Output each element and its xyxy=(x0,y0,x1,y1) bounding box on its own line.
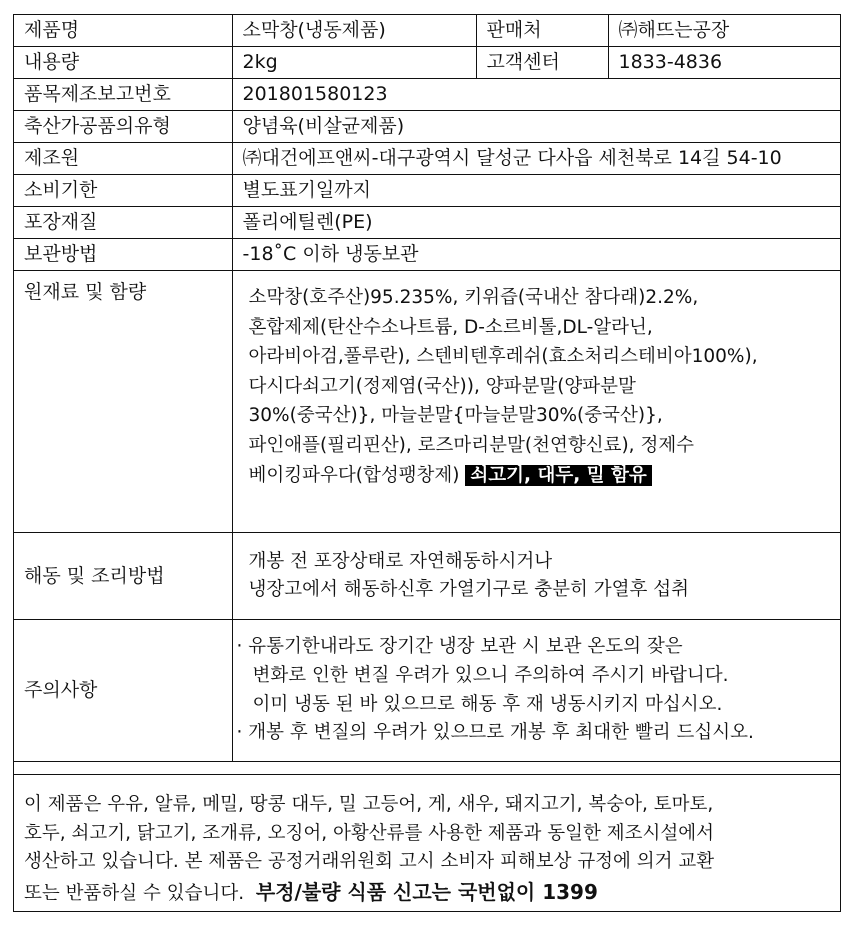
volume-value: 2kg xyxy=(232,47,476,79)
report-number-label: 품목제조보고번호 xyxy=(14,79,232,111)
row-ingredients xyxy=(14,271,840,533)
row-volume xyxy=(14,47,840,79)
row-caution xyxy=(14,620,840,762)
row-storage xyxy=(14,239,840,271)
packaging-value: 폴리에틸렌(PE) xyxy=(232,207,840,239)
row-manufacturer xyxy=(14,143,840,175)
allergy-notice xyxy=(14,774,840,911)
product-info-label xyxy=(13,14,841,912)
storage-value: -18˚C 이하 냉동보관 xyxy=(232,239,840,271)
ingredient-line: 소막창(호주산)95.235%, 키위즙(국내산 참다래)2.2%, xyxy=(248,287,699,308)
caution-value xyxy=(232,620,840,762)
product-type-value: 양념육(비살균제품) xyxy=(232,111,840,143)
row-product-type xyxy=(14,111,840,143)
notice-line: 호두, 쇠고기, 닭고기, 조개류, 오징어, 아황산류를 사용한 제품과 동일한 제조시설에서 xyxy=(24,822,714,844)
row-report-number xyxy=(14,79,840,111)
row-product-name xyxy=(14,15,840,47)
manufacturer-value: ㈜대건에프앤씨-대구광역시 달성군 다사읍 세천북로 14길 54-10 xyxy=(232,143,840,175)
caution-line: · 개봉 후 변질의 우려가 있으므로 개봉 후 최대한 빨리 드십시오. xyxy=(236,722,754,744)
seller-label: 판매처 xyxy=(476,15,608,47)
cooking-method-value xyxy=(232,533,840,620)
row-cooking-method xyxy=(14,533,840,620)
method-line: 개봉 전 포장상태로 자연해동하시거나 xyxy=(248,551,553,573)
expiry-value: 별도표기일까지 xyxy=(232,175,840,207)
storage-label: 보관방법 xyxy=(14,239,232,271)
seller-value: ㈜해뜨는공장 xyxy=(608,15,840,47)
ingredient-line: 30%(중국산)}, 마늘분말{마늘분말30%(중국산)}, xyxy=(248,405,663,427)
ingredients-label: 원재료 및 함량 xyxy=(14,271,232,533)
expiry-label: 소비기한 xyxy=(14,175,232,207)
caution-label: 주의사항 xyxy=(14,620,232,762)
customer-center-value: 1833-4836 xyxy=(608,47,840,79)
ingredient-line: 파인애플(필리핀산), 로즈마리분말(천연향신료), 정제수 xyxy=(248,434,695,456)
ingredient-line: 혼합제제(탄산수소나트륨, D-소르비톨,DL-알라닌, xyxy=(248,316,653,338)
method-line: 냉장고에서 해동하신후 가열기구로 충분히 가열후 섭취 xyxy=(248,579,689,600)
caution-line: 이미 냉동 된 바 있으므로 해동 후 재 냉동시키지 마십시오. xyxy=(252,693,723,715)
volume-label: 내용량 xyxy=(14,47,232,79)
product-type-label: 축산가공품의유형 xyxy=(14,111,232,143)
ingredient-line-last xyxy=(249,461,841,491)
notice-line-last xyxy=(24,877,840,909)
caution-line: · 유통기한내라도 장기간 냉장 보관 시 보관 온도의 잦은 xyxy=(236,636,683,658)
packaging-label: 포장재질 xyxy=(14,207,232,239)
product-info-table xyxy=(14,15,840,762)
row-expiry xyxy=(14,175,840,207)
ingredient-line: 다시다쇠고기(정제염(국산)), 양파분말(양파분말 xyxy=(248,375,636,397)
ingredient-line: 베이킹파우다(합성팽창제) xyxy=(248,464,460,486)
cooking-method-label: 해동 및 조리방법 xyxy=(14,533,232,620)
caution-line: 변화로 인한 변질 우려가 있으니 주의하여 주시기 바랍니다. xyxy=(252,664,729,686)
report-number-value: 201801580123 xyxy=(232,79,840,111)
product-name-value: 소막창(냉동제품) xyxy=(232,15,476,47)
customer-center-label: 고객센터 xyxy=(476,47,608,79)
ingredient-line: 아라비아검,풀루란), 스텐비텐후레쉬(효소처리스테비아100%), xyxy=(248,346,758,368)
product-name-label: 제품명 xyxy=(14,15,232,47)
notice-line: 생산하고 있습니다. 본 제품은 공정거래위원회 고시 소비자 피해보상 규정에 의거 교환 xyxy=(24,851,715,873)
notice-line: 이 제품은 우유, 알류, 메밀, 땅콩 대두, 밀 고등어, 게, 새우, 돼지고기, 복숭아, 토마토, xyxy=(24,794,714,815)
ingredients-value xyxy=(232,271,840,533)
manufacturer-label: 제조원 xyxy=(14,143,232,175)
allergen-badge: 쇠고기, 대두, 밀 함유 xyxy=(465,465,651,486)
row-packaging xyxy=(14,207,840,239)
report-hotline: 부정/불량 식품 신고는 국번없이 1399 xyxy=(255,880,598,905)
notice-line: 또는 반품하실 수 있습니다. xyxy=(24,883,245,905)
